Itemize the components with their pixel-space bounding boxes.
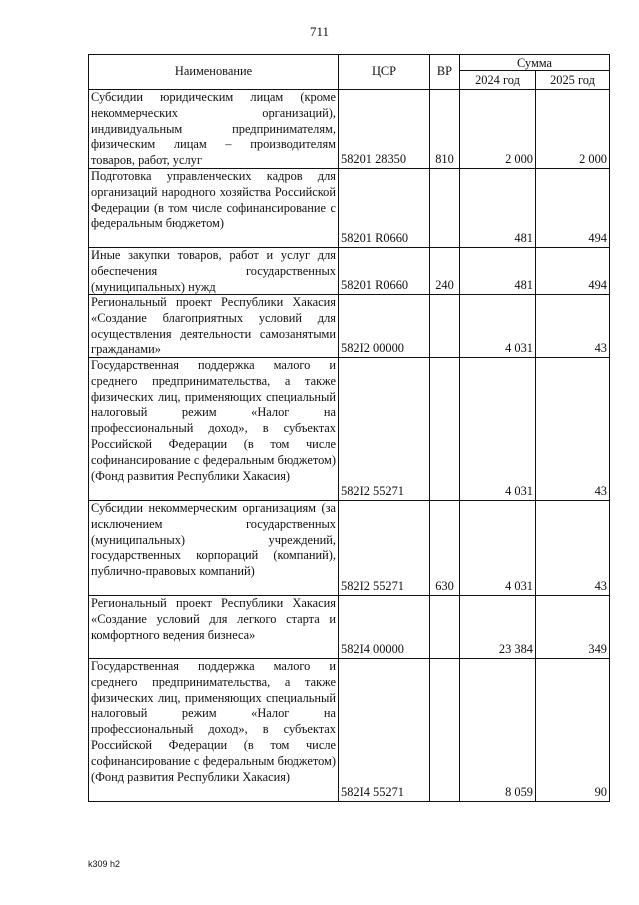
- row-name: Региональный проект Республики Хакасия «Создание условий для легкого старта и комфортного ведения бизнеса»: [89, 596, 339, 659]
- row-amount-2025: 494: [536, 248, 610, 295]
- row-name: Государственная поддержка малого и среднего предпринимательства, а также физических лиц, применяющих специальный налоговый режим «Налог на профессиональный доход», в субъектах Российской Федерации (в том числе софинансирование с федеральным бюджетом) (Фонд развития Республики Хакасия): [89, 358, 339, 501]
- row-vr: 810: [430, 90, 460, 169]
- row-vr: 630: [430, 501, 460, 596]
- table-row: [89, 295, 610, 358]
- row-amount-2024: 481: [460, 248, 536, 295]
- row-amount-2024: 4 031: [460, 501, 536, 596]
- row-vr: [430, 659, 460, 802]
- row-name: Субсидии юридическим лицам (кроме некоммерческих организаций), индивидуальным предпринимателям, физическим лицам – производителям товаров, работ, услуг: [89, 90, 339, 169]
- header-name: Наименование: [89, 55, 339, 90]
- row-vr: [430, 295, 460, 358]
- table-row: [89, 659, 610, 802]
- row-amount-2025: 43: [536, 295, 610, 358]
- row-amount-2025: 494: [536, 169, 610, 248]
- row-amount-2025: 2 000: [536, 90, 610, 169]
- row-amount-2025: 43: [536, 501, 610, 596]
- table-row: [89, 596, 610, 659]
- header-csr: ЦСР: [339, 55, 430, 90]
- row-csr: 58201 R0660: [339, 248, 430, 295]
- row-csr: 58201 28350: [339, 90, 430, 169]
- row-amount-2024: 8 059: [460, 659, 536, 802]
- row-name: Субсидии некоммерческим организациям (за исключением государственных (муниципальных) учреждений, государственных корпораций (компаний), публично-правовых компаний): [89, 501, 339, 596]
- row-vr: [430, 169, 460, 248]
- row-amount-2024: 481: [460, 169, 536, 248]
- table-row: [89, 90, 610, 169]
- row-name: Иные закупки товаров, работ и услуг для обеспечения государственных (муниципальных) нужд: [89, 248, 339, 295]
- header-sum: Сумма: [460, 55, 610, 71]
- row-csr: 582I4 00000: [339, 596, 430, 659]
- budget-table: [88, 54, 610, 802]
- row-csr: 58201 R0660: [339, 169, 430, 248]
- table-row: [89, 169, 610, 248]
- row-amount-2024: 2 000: [460, 90, 536, 169]
- row-csr: 582I2 55271: [339, 501, 430, 596]
- row-csr: 582I2 00000: [339, 295, 430, 358]
- row-amount-2024: 23 384: [460, 596, 536, 659]
- table-body: [89, 90, 610, 802]
- row-csr: 582I2 55271: [339, 358, 430, 501]
- table-header: [89, 55, 610, 90]
- row-vr: 240: [430, 248, 460, 295]
- table-row: [89, 248, 610, 295]
- page-number: 711: [309, 24, 330, 39]
- row-amount-2025: 43: [536, 358, 610, 501]
- header-year-2025: 2025 год: [536, 71, 610, 90]
- row-amount-2025: 90: [536, 659, 610, 802]
- row-csr: 582I4 55271: [339, 659, 430, 802]
- table-row: [89, 501, 610, 596]
- row-amount-2024: 4 031: [460, 358, 536, 501]
- table-row: [89, 358, 610, 501]
- row-amount-2025: 349: [536, 596, 610, 659]
- header-year-2024: 2024 год: [460, 71, 536, 90]
- row-name: Подготовка управленческих кадров для организаций народного хозяйства Российской Федерации (в том числе софинансирование с федеральным бюджетом): [89, 169, 339, 248]
- row-name: Региональный проект Республики Хакасия «Создание благоприятных условий для осуществления деятельности самозанятыми гражданами»: [89, 295, 339, 358]
- header-vr: ВР: [430, 55, 460, 90]
- row-vr: [430, 358, 460, 501]
- row-vr: [430, 596, 460, 659]
- row-name: Государственная поддержка малого и среднего предпринимательства, а также физических лиц, применяющих специальный налоговый режим «Налог на профессиональный доход», в субъектах Российской Федерации (в том числе софинансирование с федеральным бюджетом) (Фонд развития Республики Хакасия): [89, 659, 339, 802]
- footer-code: k309 h2: [88, 859, 121, 869]
- row-amount-2024: 4 031: [460, 295, 536, 358]
